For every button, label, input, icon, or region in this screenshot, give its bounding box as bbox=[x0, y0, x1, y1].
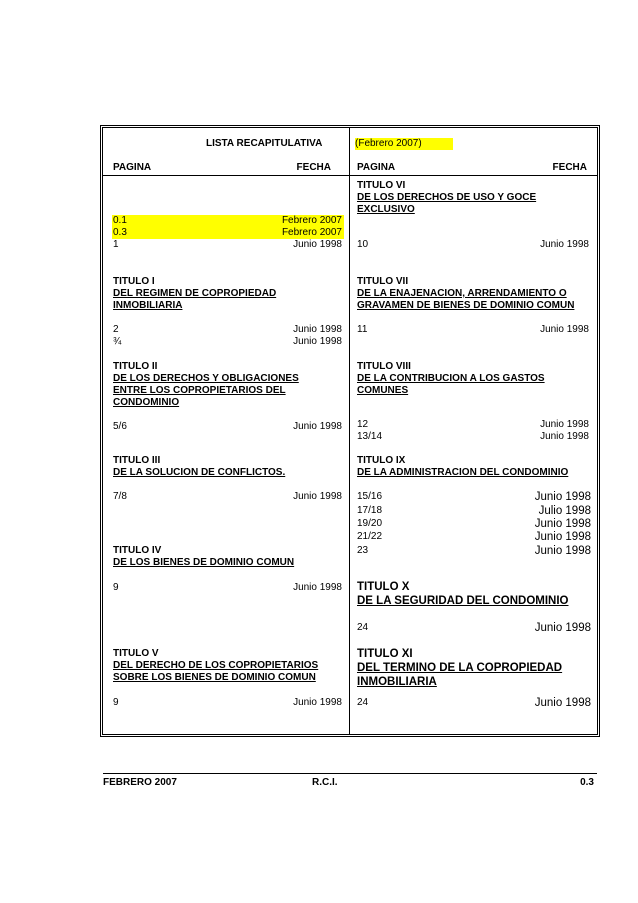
titulo-ix: TITULO IX bbox=[357, 455, 406, 466]
titulo-vii-sub: GRAVAMEN DE BIENES DE DOMINIO COMUN bbox=[357, 300, 575, 311]
date-note: (Febrero 2007) bbox=[355, 138, 453, 150]
titulo-i-sub: DEL REGIMEN DE COPROPIEDAD bbox=[113, 288, 277, 299]
right-page: 23 bbox=[357, 545, 369, 556]
footer-date: FEBRERO 2007 bbox=[103, 777, 177, 788]
right-date: Junio 1998 bbox=[534, 531, 591, 543]
titulo-vi: TITULO VI bbox=[357, 180, 406, 191]
right-date: Junio 1998 bbox=[534, 697, 591, 709]
left-page: 2 bbox=[113, 324, 119, 335]
footer-page-number: 0.3 bbox=[580, 777, 594, 788]
titulo-vi-sub: EXCLUSIVO bbox=[357, 204, 415, 215]
right-page: 15/16 bbox=[357, 491, 383, 502]
right-date: Junio 1998 bbox=[540, 431, 589, 442]
left-page: 0.3 bbox=[113, 227, 127, 238]
right-page: 24 bbox=[357, 622, 369, 633]
left-page: 5/6 bbox=[113, 421, 127, 432]
titulo-iv: TITULO IV bbox=[113, 545, 162, 556]
left-date: Junio 1998 bbox=[293, 239, 342, 250]
list-title: LISTA RECAPITULATIVA bbox=[206, 138, 323, 149]
right-date: Junio 1998 bbox=[534, 518, 591, 530]
right-date: Junio 1998 bbox=[540, 324, 589, 335]
right-date: Junio 1998 bbox=[534, 622, 591, 634]
col-pagina-right: PAGINA bbox=[357, 162, 396, 173]
left-date: Junio 1998 bbox=[293, 491, 342, 502]
right-page: 19/20 bbox=[357, 518, 383, 529]
titulo-ii-sub: CONDOMINIO bbox=[113, 397, 180, 408]
titulo-i: TITULO I bbox=[113, 276, 155, 287]
right-date: Junio 1998 bbox=[534, 491, 591, 503]
titulo-ii: TITULO II bbox=[113, 361, 158, 372]
col-fecha-right: FECHA bbox=[552, 162, 587, 173]
left-date: Junio 1998 bbox=[293, 697, 342, 708]
right-date: Julio 1998 bbox=[538, 505, 591, 517]
left-date: Junio 1998 bbox=[293, 324, 342, 335]
titulo-ix-sub: DE LA ADMINISTRACION DEL CONDOMINIO bbox=[357, 467, 569, 478]
right-page: 17/18 bbox=[357, 505, 383, 516]
titulo-ii-sub: DE LOS DERECHOS Y OBLIGACIONES bbox=[113, 373, 299, 384]
titulo-iv-sub: DE LOS BIENES DE DOMINIO COMUN bbox=[113, 557, 295, 568]
titulo-iii: TITULO III bbox=[113, 455, 161, 466]
footer-doc-code: R.C.I. bbox=[312, 777, 338, 788]
left-page: 9 bbox=[113, 582, 119, 593]
right-page: 13/14 bbox=[357, 431, 383, 442]
col-pagina-left: PAGINA bbox=[113, 162, 152, 173]
titulo-viii: TITULO VIII bbox=[357, 361, 411, 372]
right-date: Junio 1998 bbox=[540, 239, 589, 250]
right-date: Junio 1998 bbox=[540, 419, 589, 430]
titulo-v: TITULO V bbox=[113, 648, 159, 659]
left-page: 1 bbox=[113, 239, 119, 250]
left-page: 9 bbox=[113, 697, 119, 708]
right-page: 11 bbox=[357, 324, 368, 335]
titulo-x: TITULO X bbox=[357, 581, 410, 593]
footer-rule bbox=[103, 773, 597, 774]
left-page: 0.1 bbox=[113, 215, 127, 226]
titulo-viii-sub: COMUNES bbox=[357, 385, 409, 396]
left-date: Febrero 2007 bbox=[281, 227, 342, 238]
col-fecha-left: FECHA bbox=[296, 162, 331, 173]
left-date: Junio 1998 bbox=[293, 336, 342, 347]
titulo-v-sub: DEL DERECHO DE LOS COPROPIETARIOS bbox=[113, 660, 319, 671]
titulo-xi-sub: DEL TERMINO DE LA COPROPIEDAD bbox=[357, 662, 563, 674]
left-date: Febrero 2007 bbox=[281, 215, 342, 226]
header-divider bbox=[103, 175, 597, 176]
left-date: Junio 1998 bbox=[293, 582, 342, 593]
left-page: 7/8 bbox=[113, 491, 127, 502]
left-page: ¾ bbox=[113, 336, 122, 347]
titulo-ii-sub: ENTRE LOS COPROPIETARIOS DEL bbox=[113, 385, 286, 396]
titulo-vi-sub: DE LOS DERECHOS DE USO Y GOCE bbox=[357, 192, 537, 203]
titulo-v-sub: SOBRE LOS BIENES DE DOMINIO COMUN bbox=[113, 672, 316, 683]
left-date: Junio 1998 bbox=[293, 421, 342, 432]
titulo-xi-sub: INMOBILIARIA bbox=[357, 676, 437, 688]
titulo-x-sub: DE LA SEGURIDAD DEL CONDOMINIO bbox=[357, 595, 569, 607]
right-page: 12 bbox=[357, 419, 369, 430]
right-page: 21/22 bbox=[357, 531, 383, 542]
titulo-xi: TITULO XI bbox=[357, 648, 413, 660]
titulo-i-sub: INMOBILIARIA bbox=[113, 300, 183, 311]
titulo-vii-sub: DE LA ENAJENACION, ARRENDAMIENTO O bbox=[357, 288, 567, 299]
titulo-viii-sub: DE LA CONTRIBUCION A LOS GASTOS bbox=[357, 373, 545, 384]
titulo-iii-sub: DE LA SOLUCION DE CONFLICTOS. bbox=[113, 467, 286, 478]
right-page: 10 bbox=[357, 239, 369, 250]
column-divider bbox=[349, 128, 350, 734]
right-date: Junio 1998 bbox=[534, 545, 591, 557]
right-page: 24 bbox=[357, 697, 369, 708]
titulo-vii: TITULO VII bbox=[357, 276, 409, 287]
